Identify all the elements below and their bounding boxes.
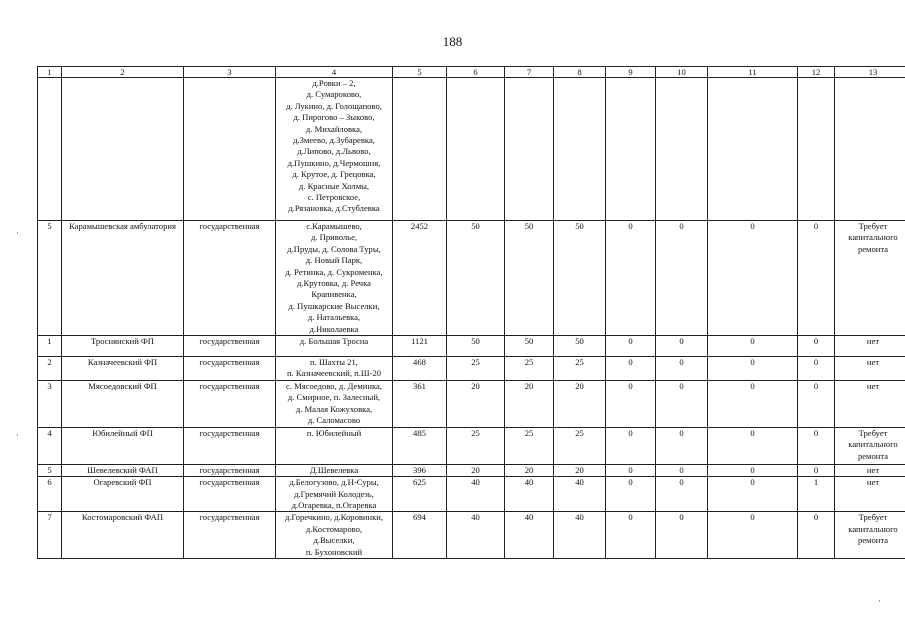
scan-speck: · — [878, 596, 881, 606]
settlement-line: п. Шахты 21, — [310, 357, 358, 368]
value-cell-10: 0 — [656, 221, 708, 336]
settlements-cell — [276, 78, 393, 221]
row-number-cell: 5 — [38, 221, 62, 336]
value-cell-7: 40 — [505, 477, 554, 512]
row-number-cell: 5 — [38, 464, 62, 476]
value-cell-12: 0 — [798, 464, 835, 476]
settlement-line: д. Натальевка, — [307, 312, 361, 323]
value-cell-8: 25 — [554, 427, 606, 464]
settlement-line: Д.Шевелевка — [309, 464, 359, 475]
settlement-line: д. Приволье, — [310, 232, 358, 243]
value-cell-11 — [708, 78, 798, 221]
col-header-13: 13 — [835, 67, 905, 78]
value-cell-12: 0 — [798, 427, 835, 464]
facility-name-cell: Юбилейный ФП — [62, 427, 184, 464]
value-cell-7: 25 — [505, 427, 554, 464]
value-cell-10 — [656, 78, 708, 221]
col-header-11: 11 — [708, 67, 798, 78]
table-row — [38, 78, 905, 221]
settlements-cell — [276, 427, 393, 464]
ownership-cell: государственная — [184, 336, 276, 357]
row-number-cell: 7 — [38, 512, 62, 559]
condition-note-cell: нет — [835, 381, 905, 428]
settlement-line: с. Мясоедово, д. Деминка, — [286, 381, 382, 392]
value-cell-11: 0 — [708, 381, 798, 428]
facilities-table — [37, 66, 905, 559]
facility-name-cell: Карамышевская амбулатория — [62, 221, 184, 336]
table-row — [38, 512, 905, 559]
facility-name-cell — [62, 78, 184, 221]
facility-name-cell: Шевелевский ФАП — [62, 464, 184, 476]
value-cell-11: 0 — [708, 464, 798, 476]
value-cell-6: 20 — [447, 464, 505, 476]
value-cell-5: 2452 — [393, 221, 447, 336]
value-cell-11: 0 — [708, 357, 798, 381]
table-row — [38, 427, 905, 464]
value-cell-9: 0 — [606, 357, 656, 381]
value-cell-11: 0 — [708, 477, 798, 512]
value-cell-10: 0 — [656, 381, 708, 428]
settlement-line: д.Гремячий Колодезь, — [294, 488, 374, 499]
settlement-line: д.Костомарово, — [305, 523, 363, 534]
settlement-line: п. Бухоновский — [305, 546, 363, 557]
col-header-5: 5 — [393, 67, 447, 78]
settlement-line: д.Пушкино, д.Чермошня, — [287, 157, 381, 168]
ownership-cell: государственная — [184, 381, 276, 428]
settlements-cell — [276, 512, 393, 559]
settlement-line: д. Крутое, д. Грецовка, — [292, 169, 376, 180]
value-cell-8: 50 — [554, 221, 606, 336]
condition-note-cell: нет — [835, 357, 905, 381]
col-header-6: 6 — [447, 67, 505, 78]
row-number-cell: 4 — [38, 427, 62, 464]
ownership-cell: государственная — [184, 427, 276, 464]
condition-note-cell: нет — [835, 336, 905, 357]
settlement-line: д. Саломасово — [307, 415, 361, 426]
settlements-cell — [276, 221, 393, 336]
value-cell-8: 20 — [554, 381, 606, 428]
settlement-line: д.Николаевка — [309, 323, 359, 334]
scan-speck: · — [16, 228, 19, 238]
ownership-cell: государственная — [184, 221, 276, 336]
value-cell-10: 0 — [656, 336, 708, 357]
ownership-cell: государственная — [184, 357, 276, 381]
value-cell-6: 50 — [447, 221, 505, 336]
row-number-cell — [38, 78, 62, 221]
value-cell-5: 396 — [393, 464, 447, 476]
table-row — [38, 464, 905, 476]
settlement-line: д. Ретинка, д. Сукроменка, — [285, 266, 383, 277]
table-row — [38, 336, 905, 357]
value-cell-5: 694 — [393, 512, 447, 559]
settlement-line: д. Малая Кожуховка, — [295, 403, 373, 414]
settlement-line: д.Змеево, д.Зубаревка, — [293, 135, 375, 146]
value-cell-9: 0 — [606, 477, 656, 512]
scan-speck: · — [16, 430, 19, 440]
condition-note-cell: нет — [835, 477, 905, 512]
ownership-cell: государственная — [184, 477, 276, 512]
settlement-line: д.Пруды, д. Солова Туры, — [287, 243, 381, 254]
table-row — [38, 357, 905, 381]
condition-note-cell: Требует капитального ремонта — [835, 221, 905, 336]
settlement-line: д. Сумароково, — [306, 89, 362, 100]
row-number-cell: 2 — [38, 357, 62, 381]
settlement-line: д. Красные Холмы, — [298, 180, 370, 191]
col-header-12: 12 — [798, 67, 835, 78]
settlement-line: п. Юбилейный — [306, 427, 362, 438]
value-cell-11: 0 — [708, 221, 798, 336]
col-header-10: 10 — [656, 67, 708, 78]
table-row — [38, 381, 905, 428]
col-header-7: 7 — [505, 67, 554, 78]
settlement-line: д. Пирогово – Зыково, — [293, 112, 375, 123]
value-cell-5: 468 — [393, 357, 447, 381]
condition-note-cell — [835, 78, 905, 221]
settlement-line: Крапивенка, — [311, 289, 357, 300]
value-cell-12: 0 — [798, 221, 835, 336]
value-cell-9: 0 — [606, 221, 656, 336]
facility-name-cell: Костомаровский ФАП — [62, 512, 184, 559]
value-cell-12: 0 — [798, 357, 835, 381]
value-cell-7: 50 — [505, 336, 554, 357]
value-cell-5: 1121 — [393, 336, 447, 357]
settlement-line: д.Выселки, — [313, 535, 355, 546]
settlement-line: д.Ровки – 2, — [312, 78, 356, 88]
value-cell-12: 0 — [798, 512, 835, 559]
settlements-cell — [276, 464, 393, 476]
row-number-cell: 6 — [38, 477, 62, 512]
settlement-line: д.Липово, д.Львово, — [297, 146, 371, 157]
row-number-cell: 3 — [38, 381, 62, 428]
settlement-line: д. Большая Тросна — [299, 336, 369, 347]
value-cell-10: 0 — [656, 357, 708, 381]
value-cell-6: 40 — [447, 477, 505, 512]
value-cell-8: 40 — [554, 477, 606, 512]
ownership-cell: государственная — [184, 512, 276, 559]
value-cell-9: 0 — [606, 427, 656, 464]
ownership-cell — [184, 78, 276, 221]
value-cell-7: 20 — [505, 464, 554, 476]
settlement-line: д. Смирное, п. Залесный, — [287, 392, 381, 403]
settlement-line: д.Огаревка, п.Огаревка — [291, 499, 377, 510]
row-number-cell: 1 — [38, 336, 62, 357]
col-header-8: 8 — [554, 67, 606, 78]
value-cell-5 — [393, 78, 447, 221]
value-cell-9: 0 — [606, 336, 656, 357]
settlement-line: с.Карамышево, — [306, 221, 362, 231]
value-cell-8: 25 — [554, 357, 606, 381]
value-cell-6: 50 — [447, 336, 505, 357]
condition-note-cell: Требует капитального ремонта — [835, 512, 905, 559]
value-cell-12: 1 — [798, 477, 835, 512]
settlement-line: д. Михайловка, — [305, 123, 363, 134]
settlement-line: д. Новый Парк, — [305, 255, 363, 266]
value-cell-11: 0 — [708, 427, 798, 464]
settlement-line: д.Крутовка, д. Речка — [296, 278, 371, 289]
value-cell-6 — [447, 78, 505, 221]
settlement-line: д. Пушкарские Выселки, — [288, 300, 380, 311]
value-cell-6: 25 — [447, 357, 505, 381]
value-cell-9: 0 — [606, 464, 656, 476]
value-cell-7: 40 — [505, 512, 554, 559]
settlements-cell — [276, 381, 393, 428]
value-cell-7: 50 — [505, 221, 554, 336]
value-cell-5: 361 — [393, 381, 447, 428]
value-cell-9: 0 — [606, 381, 656, 428]
value-cell-5: 625 — [393, 477, 447, 512]
value-cell-9 — [606, 78, 656, 221]
page-number: 188 — [442, 34, 463, 49]
value-cell-11: 0 — [708, 336, 798, 357]
value-cell-8 — [554, 78, 606, 221]
settlement-line: с. Петровское, — [307, 192, 361, 203]
col-header-9: 9 — [606, 67, 656, 78]
settlement-line: д.Белогузово, д.Н-Суры, — [289, 477, 379, 488]
condition-note-cell: Требует капитального ремонта — [835, 427, 905, 464]
value-cell-7: 20 — [505, 381, 554, 428]
value-cell-10: 0 — [656, 427, 708, 464]
settlement-line: д. Лукино, д. Голощапово, — [286, 100, 382, 111]
facility-name-cell: Казначеевский ФП — [62, 357, 184, 381]
settlements-cell — [276, 477, 393, 512]
table-row — [38, 221, 905, 336]
value-cell-8: 50 — [554, 336, 606, 357]
value-cell-10: 0 — [656, 464, 708, 476]
settlement-line: п. Казначеевский, п.Ш-20 — [286, 368, 382, 379]
value-cell-10: 0 — [656, 512, 708, 559]
value-cell-12 — [798, 78, 835, 221]
col-header-3: 3 — [184, 67, 276, 78]
value-cell-10: 0 — [656, 477, 708, 512]
value-cell-8: 20 — [554, 464, 606, 476]
ownership-cell: государственная — [184, 464, 276, 476]
value-cell-6: 25 — [447, 427, 505, 464]
value-cell-7 — [505, 78, 554, 221]
table-row — [38, 477, 905, 512]
value-cell-6: 20 — [447, 381, 505, 428]
facility-name-cell: Мясоедовский ФП — [62, 381, 184, 428]
settlements-cell — [276, 357, 393, 381]
settlement-line: д.Рязановка, д.Стублевка — [288, 203, 380, 214]
value-cell-7: 25 — [505, 357, 554, 381]
value-cell-8: 40 — [554, 512, 606, 559]
condition-note-cell: нет — [835, 464, 905, 476]
settlement-line: д.Горечкино, д.Коровинки, — [284, 512, 384, 523]
facility-name-cell: Троснянский ФП — [62, 336, 184, 357]
value-cell-6: 40 — [447, 512, 505, 559]
col-header-1: 1 — [38, 67, 62, 78]
col-header-4: 4 — [276, 67, 393, 78]
value-cell-12: 0 — [798, 336, 835, 357]
settlements-cell — [276, 336, 393, 357]
facility-name-cell: Огаревский ФП — [62, 477, 184, 512]
value-cell-12: 0 — [798, 381, 835, 428]
value-cell-5: 485 — [393, 427, 447, 464]
value-cell-9: 0 — [606, 512, 656, 559]
header-row — [38, 67, 905, 78]
col-header-2: 2 — [62, 67, 184, 78]
value-cell-11: 0 — [708, 512, 798, 559]
